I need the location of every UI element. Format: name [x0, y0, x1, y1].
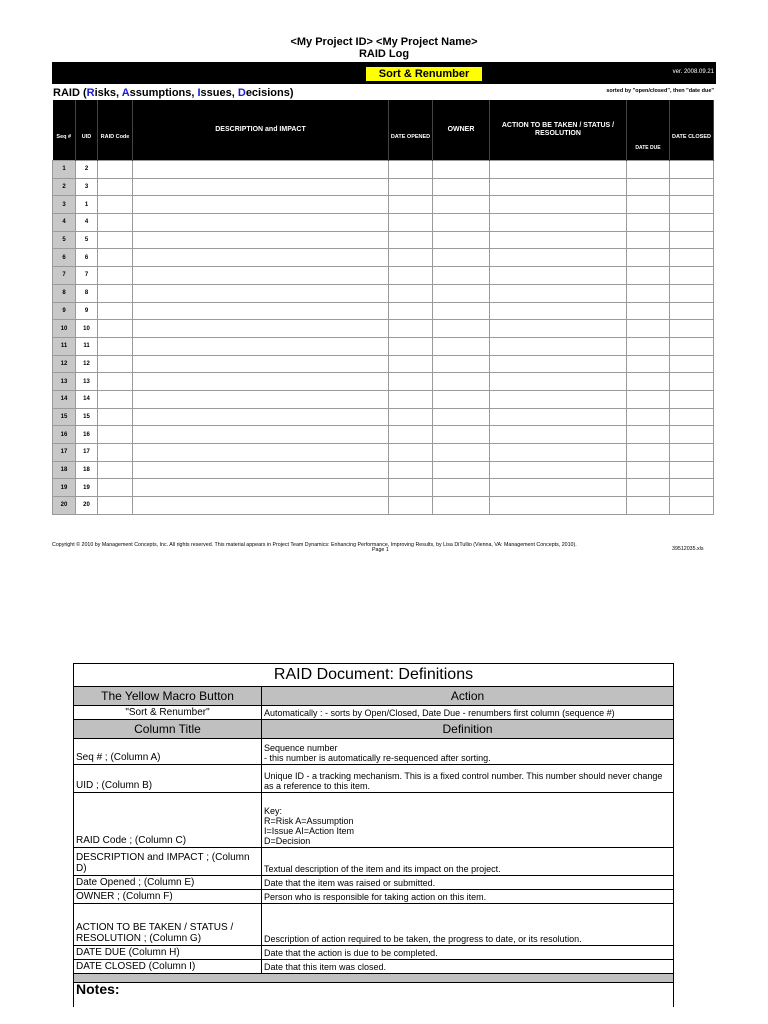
owner-cell[interactable]: [433, 373, 490, 391]
action-cell[interactable]: [490, 196, 627, 214]
action-cell[interactable]: [490, 461, 627, 479]
date-due-cell[interactable]: [627, 267, 670, 285]
action-cell[interactable]: [490, 231, 627, 249]
raid-code-cell[interactable]: [98, 497, 133, 515]
description-cell[interactable]: [133, 497, 389, 515]
col-header-raid[interactable]: RAID Code: [98, 100, 133, 161]
raid-code-cell[interactable]: [98, 408, 133, 426]
raid-code-cell[interactable]: [98, 444, 133, 462]
date-opened-cell[interactable]: [389, 320, 433, 338]
date-due-cell[interactable]: [627, 161, 670, 179]
seq-cell[interactable]: 20: [53, 497, 76, 515]
button-col-header: The Yellow Macro Button: [74, 687, 262, 706]
date-opened-cell[interactable]: [389, 249, 433, 267]
owner-cell[interactable]: [433, 390, 490, 408]
definition-text: Person who is responsible for taking action on this item.: [262, 890, 674, 904]
description-cell[interactable]: [133, 461, 389, 479]
raid-code-cell[interactable]: [98, 267, 133, 285]
date-due-cell[interactable]: [627, 497, 670, 515]
uid-cell[interactable]: 9: [76, 302, 98, 320]
uid-cell[interactable]: 12: [76, 355, 98, 373]
table-row: [53, 497, 714, 515]
uid-cell[interactable]: 1: [76, 196, 98, 214]
date-closed-cell[interactable]: [670, 373, 714, 391]
raid-code-cell[interactable]: [98, 284, 133, 302]
seq-cell[interactable]: 12: [53, 355, 76, 373]
col-header-owner[interactable]: OWNER: [433, 100, 490, 161]
date-closed-cell[interactable]: [670, 320, 714, 338]
owner-cell[interactable]: [433, 461, 490, 479]
description-cell[interactable]: [133, 196, 389, 214]
uid-cell[interactable]: 3: [76, 178, 98, 196]
owner-cell[interactable]: [433, 355, 490, 373]
seq-cell[interactable]: 11: [53, 337, 76, 355]
date-opened-cell[interactable]: [389, 373, 433, 391]
file-name: 39512035.xls: [672, 546, 704, 552]
description-cell[interactable]: [133, 284, 389, 302]
seq-cell[interactable]: 13: [53, 373, 76, 391]
owner-cell[interactable]: [433, 161, 490, 179]
table-row: [53, 408, 714, 426]
seq-cell[interactable]: 3: [53, 196, 76, 214]
description-cell[interactable]: [133, 373, 389, 391]
uid-cell[interactable]: 7: [76, 267, 98, 285]
uid-cell[interactable]: 20: [76, 497, 98, 515]
table-header-row: [53, 100, 714, 161]
date-due-cell[interactable]: [627, 196, 670, 214]
owner-cell[interactable]: [433, 267, 490, 285]
owner-cell[interactable]: [433, 231, 490, 249]
seq-cell[interactable]: 15: [53, 408, 76, 426]
seq-cell[interactable]: 10: [53, 320, 76, 338]
date-due-cell[interactable]: [627, 373, 670, 391]
definition-row: [74, 876, 674, 890]
seq-cell[interactable]: 1: [53, 161, 76, 179]
description-cell[interactable]: [133, 444, 389, 462]
table-row: [53, 479, 714, 497]
date-due-cell[interactable]: [627, 178, 670, 196]
description-cell[interactable]: [133, 178, 389, 196]
action-cell[interactable]: [490, 249, 627, 267]
action-cell[interactable]: [490, 373, 627, 391]
definitions-title: RAID Document: Definitions: [74, 664, 674, 687]
owner-cell[interactable]: [433, 426, 490, 444]
date-due-cell[interactable]: [627, 284, 670, 302]
date-opened-cell[interactable]: [389, 231, 433, 249]
definition-text: Key: R=Risk A=Assumption I=Issue AI=Action Item D=Decision: [262, 793, 674, 848]
button-action: Automatically : - sorts by Open/Closed, Date Due - renumbers first column (sequence #): [262, 706, 674, 720]
owner-cell[interactable]: [433, 249, 490, 267]
table-row: [53, 178, 714, 196]
seq-cell[interactable]: 17: [53, 444, 76, 462]
table-row: [53, 302, 714, 320]
seq-cell[interactable]: 7: [53, 267, 76, 285]
date-due-cell[interactable]: [627, 355, 670, 373]
action-cell[interactable]: [490, 302, 627, 320]
table-row: [53, 214, 714, 232]
date-closed-cell[interactable]: [670, 249, 714, 267]
date-closed-cell[interactable]: [670, 479, 714, 497]
raid-code-cell[interactable]: [98, 426, 133, 444]
date-closed-cell[interactable]: [670, 214, 714, 232]
date-due-cell[interactable]: [627, 231, 670, 249]
action-col-header: Action: [262, 687, 674, 706]
owner-cell[interactable]: [433, 196, 490, 214]
table-row: [53, 355, 714, 373]
seq-cell[interactable]: 19: [53, 479, 76, 497]
owner-cell[interactable]: [433, 444, 490, 462]
date-due-cell[interactable]: [627, 249, 670, 267]
uid-cell[interactable]: 16: [76, 426, 98, 444]
uid-cell[interactable]: 4: [76, 214, 98, 232]
definition-column-title: OWNER ; (Column F): [74, 890, 262, 904]
table-row: [53, 267, 714, 285]
page-number: Page 1: [372, 547, 389, 553]
description-cell[interactable]: [133, 267, 389, 285]
description-cell[interactable]: [133, 426, 389, 444]
action-cell[interactable]: [490, 337, 627, 355]
seq-cell[interactable]: 16: [53, 426, 76, 444]
col-header-action[interactable]: ACTION TO BE TAKEN / STATUS / RESOLUTION: [490, 100, 627, 161]
uid-cell[interactable]: 2: [76, 161, 98, 179]
description-cell[interactable]: [133, 355, 389, 373]
raid-code-cell[interactable]: [98, 373, 133, 391]
date-due-cell[interactable]: [627, 408, 670, 426]
owner-cell[interactable]: [433, 408, 490, 426]
owner-cell[interactable]: [433, 497, 490, 515]
table-row: [53, 284, 714, 302]
col-header-uid[interactable]: UID: [76, 100, 98, 161]
action-cell[interactable]: [490, 320, 627, 338]
project-header: <My Project ID> <My Project Name>: [290, 36, 478, 48]
date-due-cell[interactable]: [627, 479, 670, 497]
definition-text: Description of action required to be taken, the progress to date, or its resolution.: [262, 904, 674, 946]
date-closed-cell[interactable]: [670, 337, 714, 355]
uid-cell[interactable]: 14: [76, 390, 98, 408]
col-header-seq[interactable]: Seq #: [53, 100, 76, 161]
definition-row: [74, 946, 674, 960]
col-header-date-due[interactable]: DATE DUE: [627, 100, 670, 161]
description-cell[interactable]: [133, 249, 389, 267]
date-closed-cell[interactable]: [670, 196, 714, 214]
date-closed-cell[interactable]: [670, 390, 714, 408]
description-cell[interactable]: [133, 302, 389, 320]
definition-text: Date that this item was closed.: [262, 960, 674, 974]
raid-code-cell[interactable]: [98, 320, 133, 338]
raid-code-cell[interactable]: [98, 461, 133, 479]
raid-code-cell[interactable]: [98, 249, 133, 267]
definitions-table: [73, 663, 674, 1007]
uid-cell[interactable]: 6: [76, 249, 98, 267]
table-row: [53, 320, 714, 338]
definition-row: [74, 848, 674, 876]
date-due-cell[interactable]: [627, 444, 670, 462]
raid-code-cell[interactable]: [98, 479, 133, 497]
date-closed-cell[interactable]: [670, 161, 714, 179]
owner-cell[interactable]: [433, 302, 490, 320]
date-opened-cell[interactable]: [389, 161, 433, 179]
sort-renumber-button[interactable]: Sort & Renumber: [366, 67, 482, 81]
raid-code-cell[interactable]: [98, 178, 133, 196]
col-header-date-opened[interactable]: DATE OPENED: [389, 100, 433, 161]
date-closed-cell[interactable]: [670, 267, 714, 285]
raid-code-cell[interactable]: [98, 355, 133, 373]
action-cell[interactable]: [490, 267, 627, 285]
uid-cell[interactable]: 10: [76, 320, 98, 338]
date-opened-cell[interactable]: [389, 267, 433, 285]
raid-heading: RAID (Risks, Assumptions, Issues, Decisions): [53, 87, 294, 99]
toolbar-bar: [52, 62, 716, 84]
definition-row: [74, 739, 674, 765]
date-closed-cell[interactable]: [670, 426, 714, 444]
date-opened-cell[interactable]: [389, 355, 433, 373]
date-due-cell[interactable]: [627, 214, 670, 232]
raid-code-cell[interactable]: [98, 390, 133, 408]
seq-cell[interactable]: 4: [53, 214, 76, 232]
definition-row: [74, 890, 674, 904]
definition-column-title: DATE CLOSED (Column I): [74, 960, 262, 974]
uid-cell[interactable]: 5: [76, 231, 98, 249]
table-row: [53, 461, 714, 479]
definition-column-title: Date Opened ; (Column E): [74, 876, 262, 890]
date-opened-cell[interactable]: [389, 479, 433, 497]
table-row: [53, 196, 714, 214]
date-closed-cell[interactable]: [670, 355, 714, 373]
uid-cell[interactable]: 11: [76, 337, 98, 355]
date-opened-cell[interactable]: [389, 337, 433, 355]
date-opened-cell[interactable]: [389, 214, 433, 232]
action-cell[interactable]: [490, 408, 627, 426]
description-cell[interactable]: [133, 231, 389, 249]
table-row: [53, 426, 714, 444]
definition-text: Date that the action is due to be completed.: [262, 946, 674, 960]
date-due-cell[interactable]: [627, 320, 670, 338]
date-due-cell[interactable]: [627, 461, 670, 479]
col-header-date-closed[interactable]: DATE CLOSED: [670, 100, 714, 161]
uid-cell[interactable]: 17: [76, 444, 98, 462]
log-title: RAID Log: [358, 48, 410, 60]
seq-cell[interactable]: 14: [53, 390, 76, 408]
table-row: [53, 337, 714, 355]
date-due-cell[interactable]: [627, 337, 670, 355]
definition-column-title: ACTION TO BE TAKEN / STATUS / RESOLUTION ; (Column G): [74, 904, 262, 946]
raid-code-cell[interactable]: [98, 337, 133, 355]
date-closed-cell[interactable]: [670, 302, 714, 320]
sort-note: sorted by "open/closed", then "date due": [606, 88, 714, 94]
action-cell[interactable]: [490, 178, 627, 196]
definition-row: [74, 904, 674, 946]
date-opened-cell[interactable]: [389, 284, 433, 302]
definition-column-title: DATE DUE (Column H): [74, 946, 262, 960]
date-closed-cell[interactable]: [670, 284, 714, 302]
definition-text: Unique ID - a tracking mechanism. This is a fixed control number. This number should never change as a reference to this item.: [262, 765, 674, 793]
description-cell[interactable]: [133, 214, 389, 232]
seq-cell[interactable]: 6: [53, 249, 76, 267]
raid-code-cell[interactable]: [98, 231, 133, 249]
seq-cell[interactable]: 2: [53, 178, 76, 196]
definition-row: [74, 960, 674, 974]
col-header-description[interactable]: DESCRIPTION and IMPACT: [133, 100, 389, 161]
date-closed-cell[interactable]: [670, 231, 714, 249]
notes-divider: [74, 974, 674, 983]
seq-cell[interactable]: 5: [53, 231, 76, 249]
raid-code-cell[interactable]: [98, 302, 133, 320]
date-opened-cell[interactable]: [389, 461, 433, 479]
action-cell[interactable]: [490, 444, 627, 462]
seq-cell[interactable]: 18: [53, 461, 76, 479]
owner-cell[interactable]: [433, 178, 490, 196]
notes-label: Notes:: [74, 983, 674, 1008]
date-due-cell[interactable]: [627, 302, 670, 320]
description-cell[interactable]: [133, 390, 389, 408]
table-row: [53, 390, 714, 408]
date-opened-cell[interactable]: [389, 390, 433, 408]
definition-row: [74, 793, 674, 848]
version-label: ver. 2008.09.21: [672, 69, 714, 75]
description-cell[interactable]: [133, 337, 389, 355]
definition-text: Sequence number - this number is automatically re-sequenced after sorting.: [262, 739, 674, 765]
action-cell[interactable]: [490, 161, 627, 179]
seq-cell[interactable]: 8: [53, 284, 76, 302]
description-cell[interactable]: [133, 479, 389, 497]
date-opened-cell[interactable]: [389, 497, 433, 515]
definition-text: Textual description of the item and its impact on the project.: [262, 848, 674, 876]
definition-column-title: UID ; (Column B): [74, 765, 262, 793]
table-row: [53, 249, 714, 267]
action-cell[interactable]: [490, 214, 627, 232]
date-closed-cell[interactable]: [670, 408, 714, 426]
action-cell[interactable]: [490, 390, 627, 408]
date-closed-cell[interactable]: [670, 461, 714, 479]
definition-column-title: RAID Code ; (Column C): [74, 793, 262, 848]
table-row: [53, 373, 714, 391]
uid-cell[interactable]: 15: [76, 408, 98, 426]
uid-cell[interactable]: 18: [76, 461, 98, 479]
raid-log-table: [52, 100, 714, 515]
owner-cell[interactable]: [433, 284, 490, 302]
description-cell[interactable]: [133, 320, 389, 338]
owner-cell[interactable]: [433, 214, 490, 232]
owner-cell[interactable]: [433, 479, 490, 497]
date-opened-cell[interactable]: [389, 302, 433, 320]
seq-cell[interactable]: 9: [53, 302, 76, 320]
action-cell[interactable]: [490, 284, 627, 302]
uid-cell[interactable]: 19: [76, 479, 98, 497]
table-row: [53, 231, 714, 249]
action-cell[interactable]: [490, 355, 627, 373]
action-cell[interactable]: [490, 426, 627, 444]
description-cell[interactable]: [133, 161, 389, 179]
date-opened-cell[interactable]: [389, 408, 433, 426]
table-row: [53, 444, 714, 462]
definition-column-title: Seq # ; (Column A): [74, 739, 262, 765]
description-cell[interactable]: [133, 408, 389, 426]
table-row: [53, 161, 714, 179]
action-cell[interactable]: [490, 497, 627, 515]
raid-code-cell[interactable]: [98, 214, 133, 232]
definition-row: [74, 765, 674, 793]
owner-cell[interactable]: [433, 320, 490, 338]
date-closed-cell[interactable]: [670, 178, 714, 196]
owner-cell[interactable]: [433, 337, 490, 355]
date-opened-cell[interactable]: [389, 178, 433, 196]
raid-code-cell[interactable]: [98, 161, 133, 179]
date-closed-cell[interactable]: [670, 497, 714, 515]
date-due-cell[interactable]: [627, 426, 670, 444]
date-opened-cell[interactable]: [389, 196, 433, 214]
date-due-cell[interactable]: [627, 390, 670, 408]
uid-cell[interactable]: 13: [76, 373, 98, 391]
button-name: "Sort & Renumber": [74, 706, 262, 720]
date-opened-cell[interactable]: [389, 426, 433, 444]
action-cell[interactable]: [490, 479, 627, 497]
uid-cell[interactable]: 8: [76, 284, 98, 302]
definition-text: Date that the item was raised or submitted.: [262, 876, 674, 890]
date-closed-cell[interactable]: [670, 444, 714, 462]
definition-column-title: DESCRIPTION and IMPACT ; (Column D): [74, 848, 262, 876]
date-opened-cell[interactable]: [389, 444, 433, 462]
raid-code-cell[interactable]: [98, 196, 133, 214]
definition-header: Definition: [262, 720, 674, 739]
copyright-notice: Copyright © 2010 by Management Concepts, Inc. All rights reserved. This material appears in Project Team Dynamics: Enhancing Performance, Improving Results, by Lisa DiTullio (Vienna, VA: Management Concepts, 2010).: [52, 542, 577, 548]
column-title-header: Column Title: [74, 720, 262, 739]
